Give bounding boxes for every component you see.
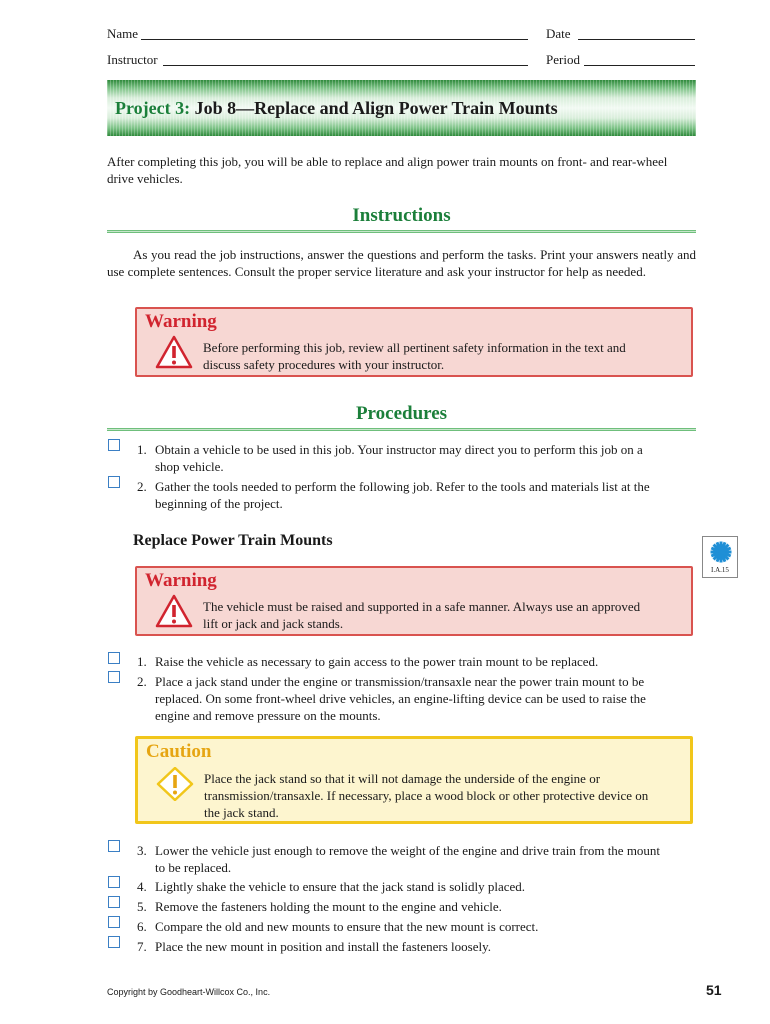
intro-text: After completing this job, you will be able to replace and align power train mounts on front- and rear-wheel drive vehicles. [107, 154, 668, 186]
instructions-rule [107, 230, 696, 233]
replace-heading: Replace Power Train Mounts [133, 532, 333, 549]
step-text: Lower the vehicle just enough to remove the weight of the engine and drive train from the mount to be replaced. [155, 843, 661, 875]
warning-text-line: The vehicle must be raised and supported in a safe manner. Always use an approved [203, 599, 641, 614]
step-number: 2. [137, 479, 147, 494]
checkbox-step-b3[interactable] [108, 840, 120, 852]
step-number: 4. [137, 879, 147, 894]
caution-title: Caution [146, 741, 212, 762]
step-text: Place the new mount in position and install the fasteners loosely. [155, 939, 492, 954]
step-text: Remove the fasteners holding the mount to the engine and vehicle. [155, 899, 502, 914]
name-label: Name [107, 26, 139, 41]
task-badge [702, 536, 738, 578]
checkbox-step-b6[interactable] [108, 916, 120, 928]
warning-triangle-icon [155, 594, 193, 628]
name-field[interactable] [141, 39, 528, 40]
caution-text [204, 770, 648, 821]
warning-text-line: Before performing this job, review all pertinent safety information in the text and [203, 340, 626, 355]
step-number: 7. [137, 939, 147, 954]
step-number: 1. [137, 654, 147, 669]
gear-seal-icon [710, 541, 732, 563]
step-text: Lightly shake the vehicle to ensure that the jack stand is solidly placed. [155, 879, 526, 894]
copyright: Copyright by Goodheart-Willcox Co., Inc. [107, 987, 271, 997]
procedures-rule [107, 428, 696, 431]
step-text: Place a jack stand under the engine or transmission/transaxle near the power train mount to be replaced. On some front-wheel drive vehicles, an engine-lifting device can be used to raise the engine and remove pressure on the mounts. [155, 674, 646, 723]
warning-title: Warning [145, 570, 217, 591]
warning-box-lift [135, 566, 693, 636]
instructor-field[interactable] [163, 65, 528, 66]
date-field[interactable] [578, 39, 695, 40]
warning-text [203, 339, 626, 373]
caution-text-line: Place the jack stand so that it will not damage the underside of the engine or [204, 771, 601, 786]
period-field[interactable] [584, 65, 695, 66]
job-title: Job 8—Replace and Align Power Train Mounts [194, 98, 558, 118]
step-text: Compare the old and new mounts to ensure that the new mount is correct. [155, 919, 539, 934]
caution-text-line: the jack stand. [204, 805, 279, 820]
project-label: Project 3: [115, 98, 191, 118]
step-number: 2. [137, 674, 147, 689]
title-banner [107, 80, 696, 136]
step-text: Raise the vehicle as necessary to gain access to the power train mount to be replaced. [155, 654, 599, 669]
step-number: 6. [137, 919, 147, 934]
checkbox-step-b7[interactable] [108, 936, 120, 948]
instructions-heading: Instructions [352, 205, 451, 226]
checkbox-step-b5[interactable] [108, 896, 120, 908]
checkbox-step-1[interactable] [108, 439, 120, 451]
warning-box-safety [135, 307, 693, 377]
warning-text-line: discuss safety procedures with your instructor. [203, 357, 445, 372]
period-label: Period [546, 52, 580, 67]
warning-text [203, 598, 640, 632]
date-label: Date [546, 26, 571, 41]
badge-label: I.A.15 [711, 566, 729, 574]
step-number: 1. [137, 442, 147, 457]
page-title [115, 98, 558, 119]
instructor-label: Instructor [107, 52, 158, 67]
warning-triangle-icon [155, 335, 193, 369]
checkbox-step-b4[interactable] [108, 876, 120, 888]
checkbox-step-a2[interactable] [108, 671, 120, 683]
caution-box [135, 736, 693, 824]
caution-diamond-icon [156, 767, 194, 801]
step-number: 5. [137, 899, 147, 914]
step-text: Gather the tools needed to perform the following job. Refer to the tools and materials list at the beginning of the project. [155, 479, 650, 511]
warning-title: Warning [145, 311, 217, 332]
instructions-text: As you read the job instructions, answer the questions and perform the tasks. Print your answers neatly and use complete sentences. Consult the proper service literature and ask your instructor for help as needed. [107, 247, 696, 279]
checkbox-step-2[interactable] [108, 476, 120, 488]
procedures-heading: Procedures [355, 403, 448, 424]
step-number: 3. [137, 843, 147, 858]
checkbox-step-a1[interactable] [108, 652, 120, 664]
step-text: Obtain a vehicle to be used in this job. Your instructor may direct you to perform this job on a shop vehicle. [155, 442, 643, 474]
caution-text-line: transmission/transaxle. If necessary, place a wood block or other protective device on [204, 788, 649, 803]
page-number: 51 [706, 982, 722, 998]
warning-text-line: lift or jack and jack stands. [203, 616, 344, 631]
